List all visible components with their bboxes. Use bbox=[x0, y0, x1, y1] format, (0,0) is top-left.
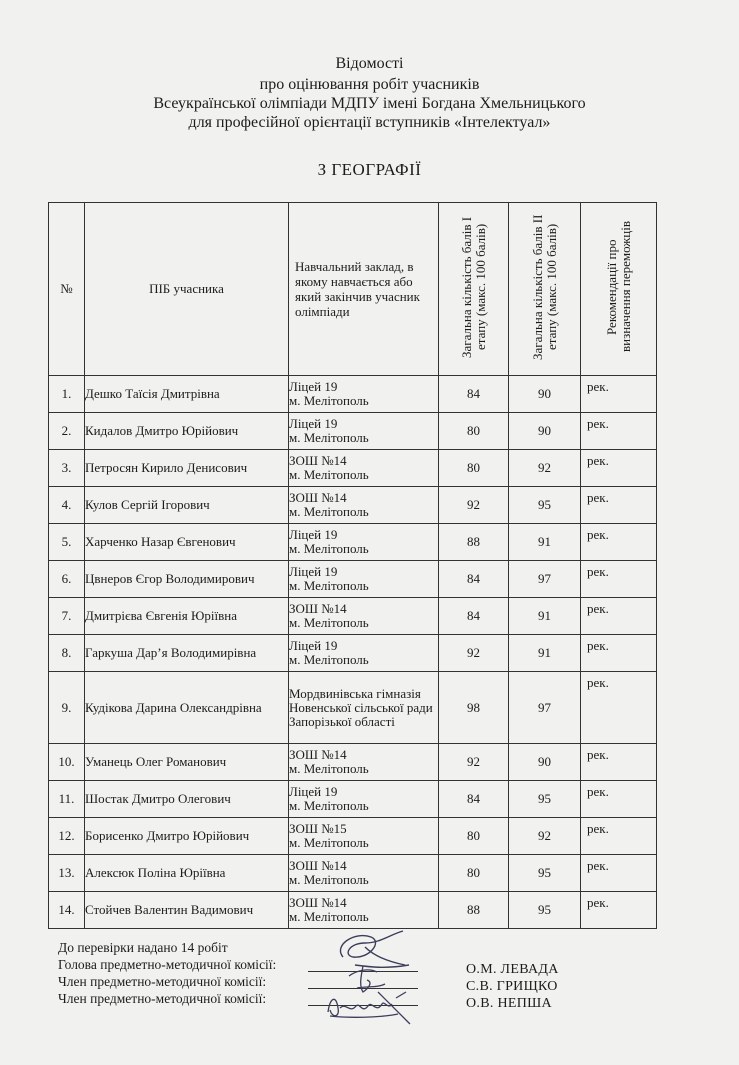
row-school-name: Ліцей 19 bbox=[289, 379, 338, 394]
row-school-city: м. Мелітополь bbox=[289, 615, 369, 630]
row-score-stage1: 80 bbox=[439, 450, 509, 487]
row-school-city: м. Мелітополь bbox=[289, 652, 369, 667]
row-score-stage2: 91 bbox=[509, 635, 581, 672]
row-school-name: Ліцей 19 bbox=[289, 527, 338, 542]
row-school-city: м. Мелітополь bbox=[289, 393, 369, 408]
row-name: Кудікова Дарина Олександрівна bbox=[85, 672, 289, 744]
row-recommendation: рек. bbox=[581, 672, 657, 744]
table-row bbox=[49, 781, 657, 818]
row-number: 12. bbox=[49, 818, 85, 855]
table-row bbox=[49, 744, 657, 781]
row-score-stage2: 92 bbox=[509, 450, 581, 487]
role-member-2: Член предметно-методичної комісії: bbox=[58, 991, 267, 1006]
row-name: Уманець Олег Романович bbox=[85, 744, 289, 781]
row-number: 13. bbox=[49, 855, 85, 892]
doc-subtitle-2: Всеукраїнської олімпіади МДПУ імені Богдана Хмельницького bbox=[153, 95, 586, 112]
row-score-stage1: 84 bbox=[439, 598, 509, 635]
row-score-stage2: 95 bbox=[509, 781, 581, 818]
row-number: 3. bbox=[49, 450, 85, 487]
row-recommendation: рек. bbox=[581, 855, 657, 892]
row-recommendation: рек. bbox=[581, 376, 657, 413]
row-school bbox=[289, 744, 439, 781]
row-school-name: ЗОШ №14 bbox=[289, 858, 347, 873]
row-school-city: м. Мелітополь bbox=[289, 872, 369, 887]
row-score-stage1: 88 bbox=[439, 524, 509, 561]
table-row bbox=[49, 524, 657, 561]
row-school bbox=[289, 450, 439, 487]
name-member-2: О.В. НЕПША bbox=[466, 996, 552, 1011]
row-score-stage1: 80 bbox=[439, 413, 509, 450]
row-score-stage1: 92 bbox=[439, 635, 509, 672]
row-name: Стойчев Валентин Вадимович bbox=[85, 892, 289, 929]
row-score-stage2: 91 bbox=[509, 598, 581, 635]
row-number: 10. bbox=[49, 744, 85, 781]
row-score-stage2: 95 bbox=[509, 487, 581, 524]
table-header-row bbox=[49, 203, 657, 376]
table-row bbox=[49, 413, 657, 450]
row-score-stage1: 92 bbox=[439, 744, 509, 781]
row-school-name: Ліцей 19 bbox=[289, 416, 338, 431]
header-school: Навчальний заклад, в якому навчається або який закінчив учасник олімпіади bbox=[289, 203, 439, 376]
row-score-stage1: 84 bbox=[439, 561, 509, 598]
row-score-stage2: 90 bbox=[509, 744, 581, 781]
row-school-city: м. Мелітополь bbox=[289, 467, 369, 482]
row-name: Дмитрієва Євгенія Юріївна bbox=[85, 598, 289, 635]
row-name: Алексюк Поліна Юріївна bbox=[85, 855, 289, 892]
row-school bbox=[289, 855, 439, 892]
row-name: Кидалов Дмитро Юрійович bbox=[85, 413, 289, 450]
row-score-stage2: 95 bbox=[509, 892, 581, 929]
row-recommendation: рек. bbox=[581, 413, 657, 450]
doc-subtitle-1: про оцінювання робіт учасників bbox=[259, 76, 480, 93]
table-row bbox=[49, 855, 657, 892]
header-name: ПІБ учасника bbox=[85, 203, 289, 376]
row-school bbox=[289, 376, 439, 413]
row-school-name: Ліцей 19 bbox=[289, 564, 338, 579]
header-score-stage2: Загальна кількість балів ІІ етапу (макс. 100 балів) bbox=[509, 203, 581, 376]
row-number: 4. bbox=[49, 487, 85, 524]
row-school bbox=[289, 598, 439, 635]
name-member-1: С.В. ГРИЩКО bbox=[466, 979, 558, 994]
name-chair: О.М. ЛЕВАДА bbox=[466, 962, 559, 977]
row-number: 9. bbox=[49, 672, 85, 744]
row-score-stage2: 97 bbox=[509, 561, 581, 598]
table-row bbox=[49, 672, 657, 744]
row-name: Гаркуша Дар’я Володимирівна bbox=[85, 635, 289, 672]
row-score-stage2: 92 bbox=[509, 818, 581, 855]
row-school-name: ЗОШ №14 bbox=[289, 453, 347, 468]
row-recommendation: рек. bbox=[581, 561, 657, 598]
row-score-stage2: 90 bbox=[509, 376, 581, 413]
row-school-city: м. Мелітополь bbox=[289, 798, 369, 813]
row-school-city: м. Мелітополь bbox=[289, 909, 369, 924]
row-school-name: Ліцей 19 bbox=[289, 638, 338, 653]
row-number: 11. bbox=[49, 781, 85, 818]
signature-member-2 bbox=[318, 984, 418, 1026]
row-recommendation: рек. bbox=[581, 892, 657, 929]
row-school-name: ЗОШ №15 bbox=[289, 821, 347, 836]
row-school-city: м. Мелітополь bbox=[289, 430, 369, 445]
row-school-name: ЗОШ №14 bbox=[289, 747, 347, 762]
row-name: Цвнеров Єгор Володимирович bbox=[85, 561, 289, 598]
row-recommendation: рек. bbox=[581, 598, 657, 635]
row-school-name: Ліцей 19 bbox=[289, 784, 338, 799]
row-name: Кулов Сергій Ігорович bbox=[85, 487, 289, 524]
row-recommendation: рек. bbox=[581, 524, 657, 561]
row-score-stage2: 91 bbox=[509, 524, 581, 561]
row-number: 14. bbox=[49, 892, 85, 929]
row-number: 1. bbox=[49, 376, 85, 413]
table-row bbox=[49, 376, 657, 413]
header-recommendation: Рекомендації про визначення переможців bbox=[581, 203, 657, 376]
role-chair: Голова предметно-методичної комісії: bbox=[58, 957, 277, 972]
row-school-city: м. Мелітополь bbox=[289, 504, 369, 519]
row-name: Дешко Таїсія Дмитрівна bbox=[85, 376, 289, 413]
row-recommendation: рек. bbox=[581, 781, 657, 818]
row-name: Борисенко Дмитро Юрійович bbox=[85, 818, 289, 855]
table-row bbox=[49, 598, 657, 635]
role-member-1: Член предметно-методичної комісії: bbox=[58, 974, 267, 989]
row-number: 5. bbox=[49, 524, 85, 561]
header-number: № bbox=[49, 203, 85, 376]
row-school bbox=[289, 818, 439, 855]
table-row bbox=[49, 450, 657, 487]
row-score-stage1: 92 bbox=[439, 487, 509, 524]
subject-heading: З ГЕОГРАФІЇ bbox=[317, 160, 422, 179]
submitted-note: До перевірки надано 14 робіт bbox=[58, 940, 228, 955]
row-school bbox=[289, 635, 439, 672]
row-score-stage1: 80 bbox=[439, 855, 509, 892]
row-number: 2. bbox=[49, 413, 85, 450]
row-score-stage2: 90 bbox=[509, 413, 581, 450]
table-row bbox=[49, 635, 657, 672]
table-row bbox=[49, 487, 657, 524]
row-name: Харченко Назар Євгенович bbox=[85, 524, 289, 561]
row-school bbox=[289, 524, 439, 561]
row-school bbox=[289, 892, 439, 929]
row-name: Петросян Кирило Денисович bbox=[85, 450, 289, 487]
row-recommendation: рек. bbox=[581, 450, 657, 487]
table-row bbox=[49, 818, 657, 855]
row-school-city: м. Мелітополь bbox=[289, 761, 369, 776]
row-score-stage2: 97 bbox=[509, 672, 581, 744]
row-recommendation: рек. bbox=[581, 635, 657, 672]
row-recommendation: рек. bbox=[581, 818, 657, 855]
row-school-name: ЗОШ №14 bbox=[289, 601, 347, 616]
row-school bbox=[289, 781, 439, 818]
row-number: 6. bbox=[49, 561, 85, 598]
row-score-stage1: 80 bbox=[439, 818, 509, 855]
row-school bbox=[289, 672, 439, 744]
row-score-stage2: 95 bbox=[509, 855, 581, 892]
row-school bbox=[289, 487, 439, 524]
row-school-city: м. Мелітополь bbox=[289, 835, 369, 850]
row-number: 8. bbox=[49, 635, 85, 672]
table-row bbox=[49, 892, 657, 929]
row-school-name: ЗОШ №14 bbox=[289, 490, 347, 505]
row-school-city: м. Мелітополь bbox=[289, 578, 369, 593]
header-score-stage1: Загальна кількість балів І етапу (макс. 100 балів) bbox=[439, 203, 509, 376]
row-school bbox=[289, 413, 439, 450]
row-school-name: ЗОШ №14 bbox=[289, 895, 347, 910]
row-score-stage1: 84 bbox=[439, 376, 509, 413]
row-school-name: Мордвинівська гімназія Новенської сільської ради Запорізької області bbox=[289, 685, 433, 729]
row-score-stage1: 98 bbox=[439, 672, 509, 744]
row-score-stage1: 84 bbox=[439, 781, 509, 818]
row-name: Шостак Дмитро Олегович bbox=[85, 781, 289, 818]
row-recommendation: рек. bbox=[581, 744, 657, 781]
doc-subtitle-3: для професійної орієнтації вступників «Інтелектуал» bbox=[188, 114, 551, 131]
table-row bbox=[49, 561, 657, 598]
row-score-stage1: 88 bbox=[439, 892, 509, 929]
results-table bbox=[48, 202, 657, 929]
doc-title: Відомості bbox=[335, 55, 404, 72]
row-school-city: м. Мелітополь bbox=[289, 541, 369, 556]
row-school bbox=[289, 561, 439, 598]
row-number: 7. bbox=[49, 598, 85, 635]
row-recommendation: рек. bbox=[581, 487, 657, 524]
